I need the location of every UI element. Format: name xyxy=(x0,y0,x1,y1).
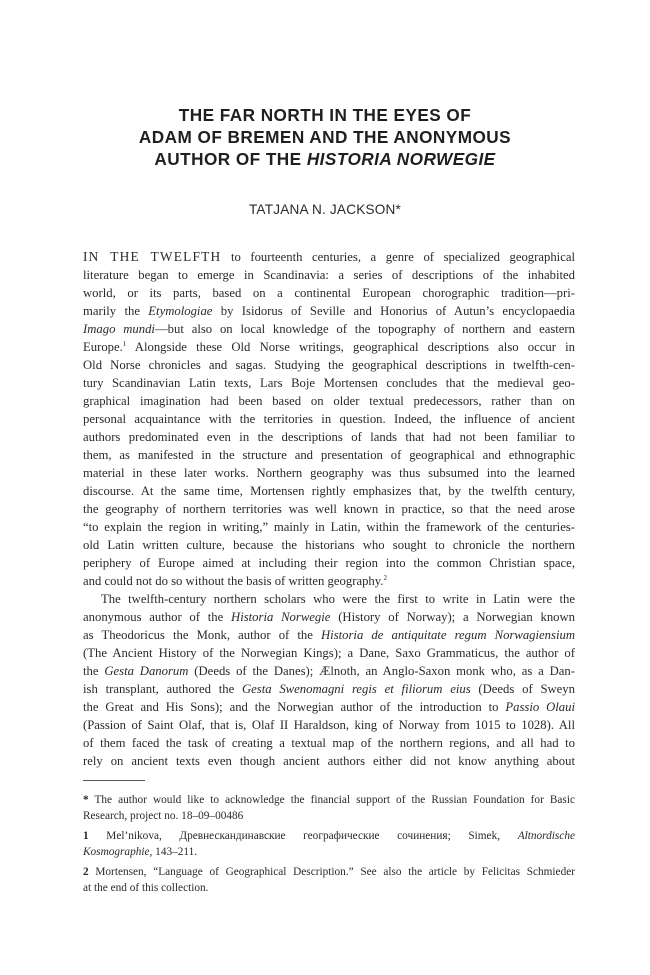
text-line: Imago mundi—but also on local knowledge of the topography of northern and eastern xyxy=(83,322,575,336)
text-line: authors predominated even in the descriptions of lands that had not been familiar to xyxy=(83,430,575,444)
text-line: of them faced the task of creating a textual map of the northern regions, and all had to xyxy=(83,736,575,750)
text-line: the Gesta Danorum (Deeds of the Danes); Ælnoth, an Anglo-Saxon monk who, as a Dan- xyxy=(83,664,575,678)
main-text xyxy=(83,248,575,770)
footnote-line: Kosmographie, 143–211. xyxy=(83,846,198,858)
text-line: IN THE TWELFTH to fourteenth centuries, a genre of specialized geographical xyxy=(83,249,575,264)
text-line: anonymous author of the Historia Norwegie (History of Norway); a Norwegian known xyxy=(83,610,576,624)
work-title: Historia Norwegie xyxy=(231,610,331,624)
text-line: old Latin written culture, because the historians who sought to chronicle the northern xyxy=(83,538,575,552)
text-line: and could not do so without the basis of written geography.$^2$ xyxy=(83,574,387,588)
title-line-1: THE FAR NORTH IN THE EYES OF xyxy=(178,105,472,125)
text-line: them, as manifested in the structure and presentation of geographical and ethnographic xyxy=(83,448,575,462)
author-name: TATJANA N. JACKSON* xyxy=(248,202,402,217)
chapter-title xyxy=(40,104,610,170)
text-line: The twelfth-century northern scholars who were the first to write in Latin were the xyxy=(101,592,575,606)
text-line: personal acquaintance with the territories in question. Indeed, the influence of ancient xyxy=(83,412,575,426)
footnote-line: at the end of this collection. xyxy=(83,882,209,894)
text-line: as Theodoricus the Monk, author of the Historia de antiquitate regum Norwagiensium xyxy=(83,628,575,642)
text-line: “to explain the region in writing,” mainly in Latin, within the framework of the centuries- xyxy=(83,520,575,534)
footnote-marker: * xyxy=(83,794,89,806)
text-line: (Passion of Saint Olaf, that is, Olaf II Haraldson, king of Norway from 1015 to 1028). All xyxy=(83,718,575,732)
work-title: Gesta Swenomagni regis et filiorum eius xyxy=(241,682,471,696)
text-line: Europe.$^1$ Alongside these Old Norse writings, geographical descriptions also occur in xyxy=(83,340,575,354)
footnote-2 xyxy=(83,864,575,896)
text-line: (The Ancient History of the Norwegian Kings); a Dane, Saxo Grammaticus, the author of xyxy=(83,646,575,660)
text-line: graphical imagination had been based on older textual predecessors, rather than on xyxy=(83,394,575,408)
footnote-divider xyxy=(83,780,145,781)
title-italic-work: HISTORIA NORWEGIE xyxy=(306,149,496,169)
work-title: Historia de antiquitate regum Norwagiensium xyxy=(321,628,575,642)
text-line: literature began to emerge in Scandinavia: a series of descriptions of the inhabited xyxy=(83,268,575,282)
footnote-ref-2[interactable]: 2 xyxy=(383,574,387,582)
footnote-author xyxy=(83,792,575,824)
footnotes xyxy=(83,792,575,900)
text-line: the Great and His Sons); and the Norwegian author of the introduction to Passio Olaui xyxy=(83,700,575,714)
text-line: periphery of Europe aimed at including their region into the common Christian space, xyxy=(83,556,575,570)
text-line: discourse. At the same time, Mortensen rightly emphasizes that, by the twelfth century, xyxy=(83,484,575,498)
text-line: the geography of northern territories was well known in practice, so that the need arose xyxy=(83,502,575,516)
footnote-1 xyxy=(83,828,575,860)
footnote-marker: 1 xyxy=(83,830,89,842)
footnote-line: 1 Mel’nikova, Древнескандинавские географические сочинения; Simek, Altnordische xyxy=(83,830,575,842)
footnote-line: 2 Mortensen, “Language of Geographical Description.” See also the article by Felicitas Schmieder xyxy=(83,866,575,878)
title-line-3 xyxy=(40,148,610,170)
text-line: rely on ancient texts even though ancient authors either did not know anything about xyxy=(83,754,575,768)
paragraph-1 xyxy=(83,248,575,590)
opening-words: IN THE TWELFTH xyxy=(83,249,222,264)
text-line: material in these later works. Northern geography was thus subsumed into the learned xyxy=(83,466,575,480)
work-title: Passio Olaui xyxy=(505,700,575,714)
footnote-line: Research, project no. 18–09–00486 xyxy=(83,810,244,822)
text-line: tury Scandinavian Latin texts, Lars Boje Mortensen concludes that the medieval geo- xyxy=(83,376,575,390)
text-line: world, or its parts, based on a continental European chorographic tradition—pri- xyxy=(83,286,575,300)
title-line-3-text: AUTHOR OF THE xyxy=(154,149,302,169)
paragraph-2 xyxy=(83,590,575,770)
work-title: Etymologiae xyxy=(148,304,213,318)
text-line: Old Norse chronicles and sagas. Studying the geographical descriptions in twelfth-cen- xyxy=(83,358,575,372)
footnote-marker: 2 xyxy=(83,866,89,878)
work-title: Gesta Danorum xyxy=(104,664,189,678)
work-title: Imago mundi xyxy=(83,322,155,336)
text-line: marily the Etymologiae by Isidorus of Seville and Honorius of Autun’s encyclopaedia xyxy=(83,304,575,318)
text-line: ish transplant, authored the Gesta Swenomagni regis et filiorum eius (Deeds of Sweyn xyxy=(83,682,575,696)
footnote-line: * The author would like to acknowledge the financial support of the Russian Foundation for Basic xyxy=(83,794,575,806)
title-line-2: ADAM OF BREMEN AND THE ANONYMOUS xyxy=(138,127,512,147)
footnote-ref-1[interactable]: 1 xyxy=(122,340,127,348)
